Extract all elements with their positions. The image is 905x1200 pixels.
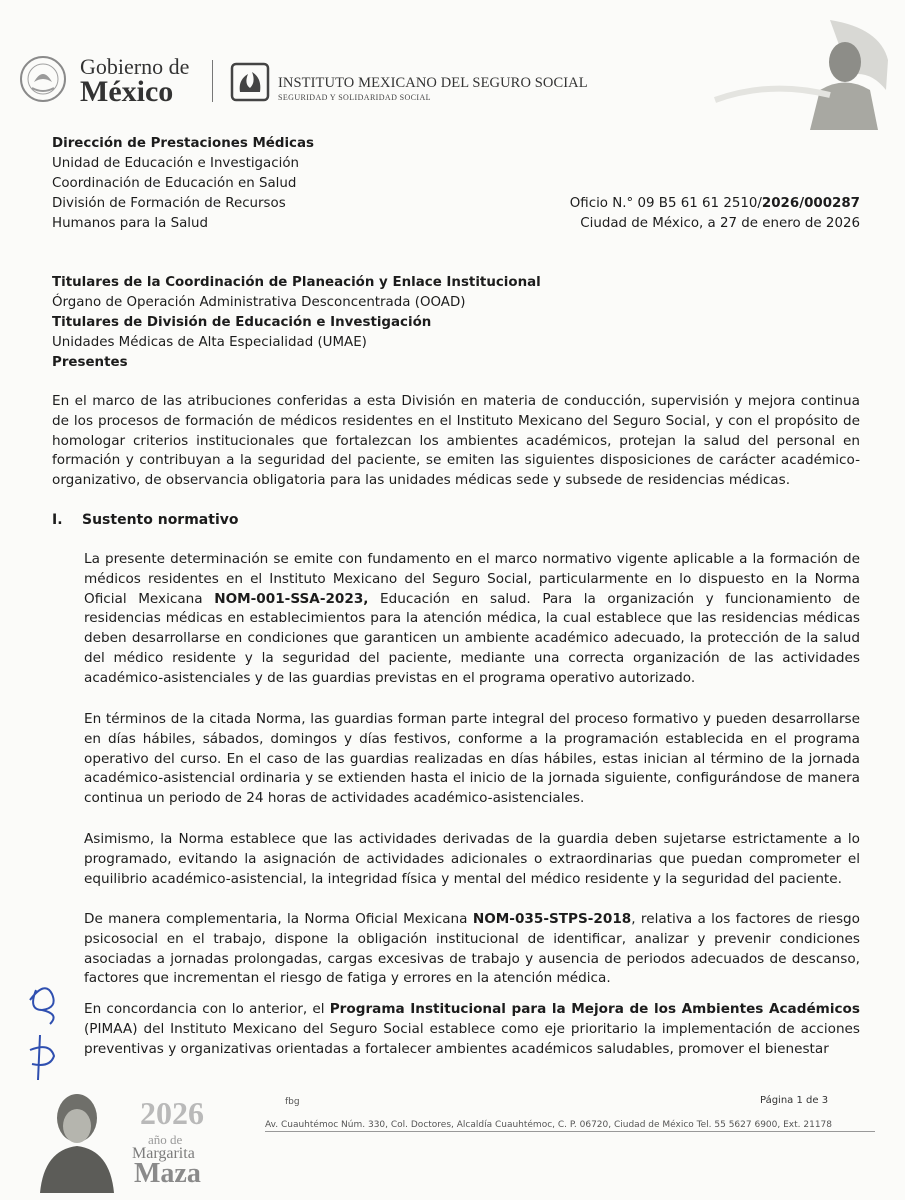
mexico-label: México [80,75,174,108]
paragraph-4 [84,910,860,989]
sender-direction: Dirección de Prestaciones Médicas [52,136,314,151]
recipient-title-2: Titulares de División de Educación e Investigación [52,315,432,330]
section-title: Sustento normativo [82,512,239,528]
footer-address: Av. Cuauhtémoc Núm. 330, Col. Doctores, Alcaldía Cuauhtémoc, C. P. 06720, Ciudad de México Tel. 55 5627 6900, Ext. 21178 [265,1120,832,1130]
paragraph-1 [84,550,860,689]
honoree-last-name: Maza [134,1158,201,1189]
mexico-seal-icon [18,52,68,106]
recipient-org-1: Órgano de Operación Administrativa Desconcentrada (OOAD) [52,295,466,310]
paragraph-5-program-name: Programa Institucional para la Mejora de los Ambientes Académicos [329,1001,860,1017]
imss-name: INSTITUTO MEXICANO DEL SEGURO SOCIAL [278,75,588,91]
honoree-first-name: Margarita [132,1145,195,1162]
sender-coordination: Coordinación de Educación en Salud [52,176,297,191]
sender-unit: Unidad de Educación e Investigación [52,156,300,171]
paragraph-1-text-c: Educación en salud. Para la organización y funcionamiento de residencias médicas en establecimientos para la atención médica, la cual establece que las residencias médicas deben desarrollarse en condiciones que garanticen un ambiente académico adecuado, la protección de la salud del médico residente y la seguridad del paciente, mediante una correcta organización de las actividades académico-asistenciales y de las guardias previstas en el programa operativo autorizado. [84,590,861,686]
sender-division-line1: División de Formación de Recursos [52,196,286,211]
paragraph-4-nom-035: NOM-035-STPS-2018 [472,911,632,927]
gobierno-de-label: Gobierno de [80,54,190,79]
presentes-label: Presentes [52,355,128,370]
paragraph-4-text-c: , relativa a los factores de riesgo psicosocial en el trabajo, dispone la obligación institucional de identificar, analizar y prevenir condiciones asociadas a jornadas prolongadas, cargas excesivas de trabajo y ausencia de periodos adecuados de descanso, factores que incrementan el riesgo de fatiga y errores en la atención médica. [84,911,861,987]
intro-paragraph: En el marco de las atribuciones conferidas a esta División en materia de conducción, supervisión y mejora continua de los procesos de formación de médicos residentes en el Instituto Mexicano del Seguro Social, y con el propósito de homologar criterios institucionales que fortalezcan los ambientes académicos, protejan la salud del personal en formación y contribuyan a la seguridad del paciente, se emiten las siguientes disposiciones de carácter académico-organizativo, de observancia obligatoria para las unidades médicas sede y subsede de residencias médicas. [52,393,860,489]
oficio-folio: 2026/000287 [761,196,860,211]
paragraph-1-text-a: La presente determinación se emite con fundamento en el marco normativo vigente aplicable a la formación de médicos residentes en el Instituto Mexicano del Seguro Social, particularmente en lo dispuesto en la Norma Oficial Mexicana [84,551,860,607]
paragraph-2: En términos de la citada Norma, las guardias forman parte integral del proceso formativo y pueden desarrollarse en días hábiles, sábados, domingos y días festivos, conforme a la programación establecida en el programa operativo del curso. En el caso de las guardias realizadas en días hábiles, estas inician al término de la jornada académico-asistencial ordinaria y se extienden hasta el inicio de la jornada siguiente, configurándose de manera continua un periodo de 24 horas de actividades académico-asistenciales. [84,711,860,807]
paragraph-5 [84,1000,860,1059]
page-number: Página 1 de 3 [760,1095,829,1106]
paragraph-1-nom-001: NOM-001-SSA-2023, [214,590,369,607]
heroine-figure-icon [710,20,895,130]
paragraph-5-text-c: (PIMAA) del Instituto Mexicano del Seguro Social establece como eje prioritario la implementación de acciones preventivas y organizativas orientadas a fortalecer ambientes académicos saludables, promover el bienestar [84,1020,860,1057]
footer-divider [265,1131,875,1132]
section-number: I. [52,512,63,528]
recipient-org-2: Unidades Médicas de Alta Especialidad (UMAE) [52,335,367,350]
paragraph-5-text-a: En concordancia con lo anterior, el [84,1001,330,1017]
imss-tagline: SEGURIDAD Y SOLIDARIDAD SOCIAL [278,93,431,102]
recipient-title-1: Titulares de la Coordinación de Planeación y Enlace Institucional [52,275,541,290]
paragraph-4-text-a: De manera complementaria, la Norma Oficial Mexicana [84,911,473,927]
header-divider [212,60,213,102]
imss-logo-icon [230,62,270,102]
oficio-prefix: Oficio N.° 09 B5 61 61 2510/ [569,196,762,211]
margarita-maza-portrait-icon [32,1088,122,1193]
year-2026: 2026 [140,1095,204,1131]
paragraph-3: Asimismo, la Norma establece que las actividades derivadas de la guardia deben sujetarse estrictamente a lo programado, evitando la asignación de actividades adicionales o extraordinarias que puedan comprometer el equilibrio académico-asistencial, la integridad física y mental del médico residente y la seguridad del paciente. [84,831,860,887]
sender-division-line2: Humanos para la Salud [52,216,208,231]
oficio-number [560,196,860,212]
place-date: Ciudad de México, a 27 de enero de 2026 [580,216,860,231]
initials-reference: fbg [285,1097,300,1107]
handwritten-initials-icon [20,980,70,1090]
year-of-label: año de [148,1132,183,1147]
